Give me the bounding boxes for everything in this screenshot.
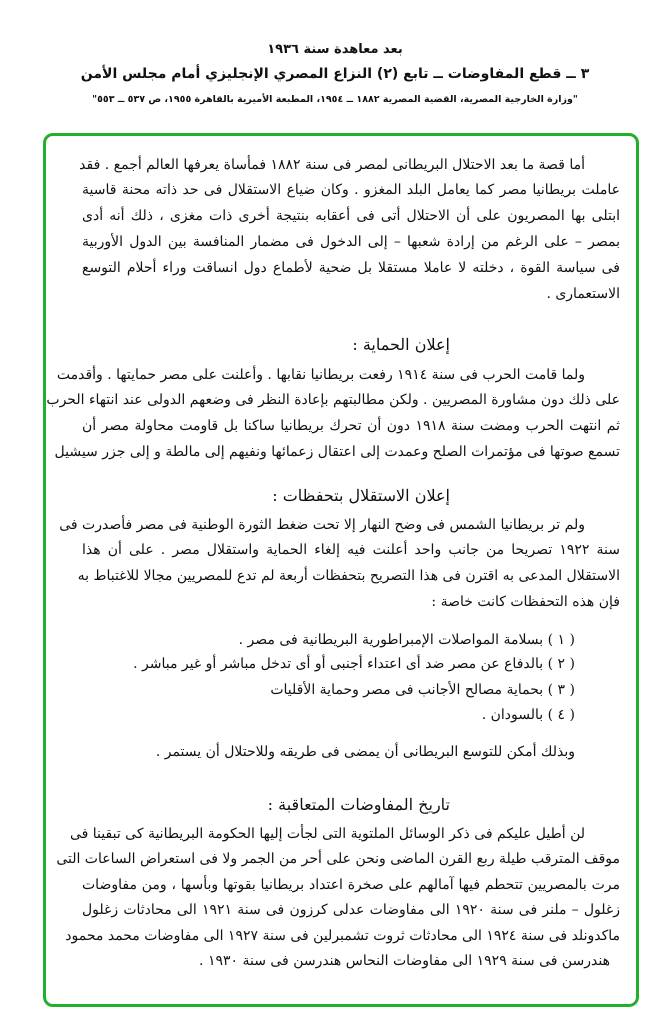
text-line: زغلول – ملنر فى سنة ١٩٢٠ الى مفاوضات عدلى كرزون فى سنة ١٩٢١ الى محادثات زغلول: [82, 902, 620, 918]
reservation-item: ( ٢ ) بالدفاع عن مصر ضد أى اعتداء أجنبى أو أى تدخل مباشر أو غير مباشر .: [133, 656, 575, 672]
text-line: بمصر – على الرغم من إرادة شعبها – إلى الدخول فى مضمار المنافسة بين الدول الأوربية: [82, 234, 620, 250]
text-line: لن أطيل عليكم فى ذكر الوسائل الملتوية التى لجأت إليها الحكومة البريطانية كى تبقينا فى: [69, 826, 585, 842]
closing-line: وبذلك أمكن للتوسع البريطانى أن يمضى فى طريقه وللاحتلال أن يستمر .: [155, 744, 575, 760]
text-line: ولم تر بريطانيا الشمس فى وضح النهار إلا تحت ضغط الثورة الوطنية فى مصر فأصدرت فى: [59, 517, 585, 533]
text-line: الاستقلال المدعى به اقترن فى هذا التصريح بتحفظات أربعة لم تدع للمصريين مجالا للاغتباط به: [77, 568, 620, 584]
reservation-item: ( ٤ ) بالسودان .: [481, 707, 575, 723]
document-title: ٣ ــ قطع المفاوضات ــ تابع (٢) النزاع المصري الإنجليزي أمام مجلس الأمن: [80, 66, 590, 82]
text-line: ثم انتهت الحرب ومضت سنة ١٩١٨ دون أن تحرك بريطانيا ساكنا بل قاومت محاولة مصر أن: [82, 418, 620, 434]
text-line: مرت بالمصريين تتحطم فيها آمالهم على صخرة اعتداد بريطانيا بقوتها وبأسها ، ومن مفاوضات: [82, 877, 620, 893]
text-line: موقف المترقب طيلة ربع القرن الماضى ونحن على أحر من الجمر ولا فى استعراض الساعات التى: [56, 851, 620, 867]
section-heading: إعلان الاستقلال بتحفظات :: [272, 486, 450, 505]
text-line: فى سياسة القوة ، دخلته لا عاملا مستقلا بل ضحية لأطماع دول انساقت وراء أحلام التوسع: [82, 260, 620, 276]
text-line: على ذلك دون مشاورة المصريين . ولكن مطالبتهم بإعادة النظر فى وضعهم الدولى عند انتهاء الحرب: [46, 392, 620, 408]
text-line: ماكدونلد فى سنة ١٩٢٤ الى محادثات ثروت تشمبرلين فى سنة ١٩٢٧ الى مفاوضات محمد محمود: [65, 928, 620, 944]
section-heading: إعلان الحماية :: [352, 335, 450, 354]
text-line: ولما قامت الحرب فى سنة ١٩١٤ رفعت بريطانيا نقابها . وأعلنت على مصر حمايتها . وأقدمت: [56, 367, 585, 383]
text-line: تسمع صوتها فى مؤتمرات الصلح وعمدت إلى اعتقال زعمائها ونفيهم إلى مالطة و إلى جزر سيشيل: [54, 444, 620, 460]
text-line: عاملت بريطانيا مصر كما يعامل البلد المغزو . وكان ضياع الاستقلال فى حد ذاته محنة قاسية: [82, 182, 620, 198]
text-line: هندرسن فى سنة ١٩٢٩ الى مفاوضات النحاس هندرسن فى سنة ١٩٣٠ .: [199, 953, 610, 969]
text-line: ابتلى بها المصريون على أن الاحتلال أتى فى أعقابه بنتيجة أخرى ذات مغزى ، ذلك أنه أدى: [82, 208, 620, 224]
text-line: فإن هذه التحفظات كانت خاصة :: [431, 594, 620, 610]
text-line: أما قصة ما بعد الاحتلال البريطانى لمصر فى سنة ١٨٨٢ فمأساة يعرفها العالم أجمع . فقد: [79, 157, 585, 173]
section-heading: تاريخ المفاوضات المتعاقبة :: [267, 795, 450, 814]
document-citation: "وزارة الخارجية المصرية، القضية المصرية ١٨٨٢ ــ ١٩٥٤، المطبعة الأميرية بالقاهرة ١٩٥٥، ص ٥٣٧ ــ ٥٥٣": [92, 94, 578, 105]
document-subtitle: بعد معاهدة سنة ١٩٣٦: [267, 42, 403, 57]
text-line: سنة ١٩٢٢ تصريحا من جانب واحد أعلنت فيه إلغاء الحماية واستقلال مصر . على أن هذا: [82, 542, 620, 558]
text-line: الاستعمارى .: [546, 286, 620, 302]
reservation-item: ( ١ ) بسلامة المواصلات الإمبراطورية البريطانية فى مصر .: [238, 632, 575, 648]
reservation-item: ( ٣ ) بحماية مصالح الأجانب فى مصر وحماية الأقليات: [270, 682, 575, 698]
